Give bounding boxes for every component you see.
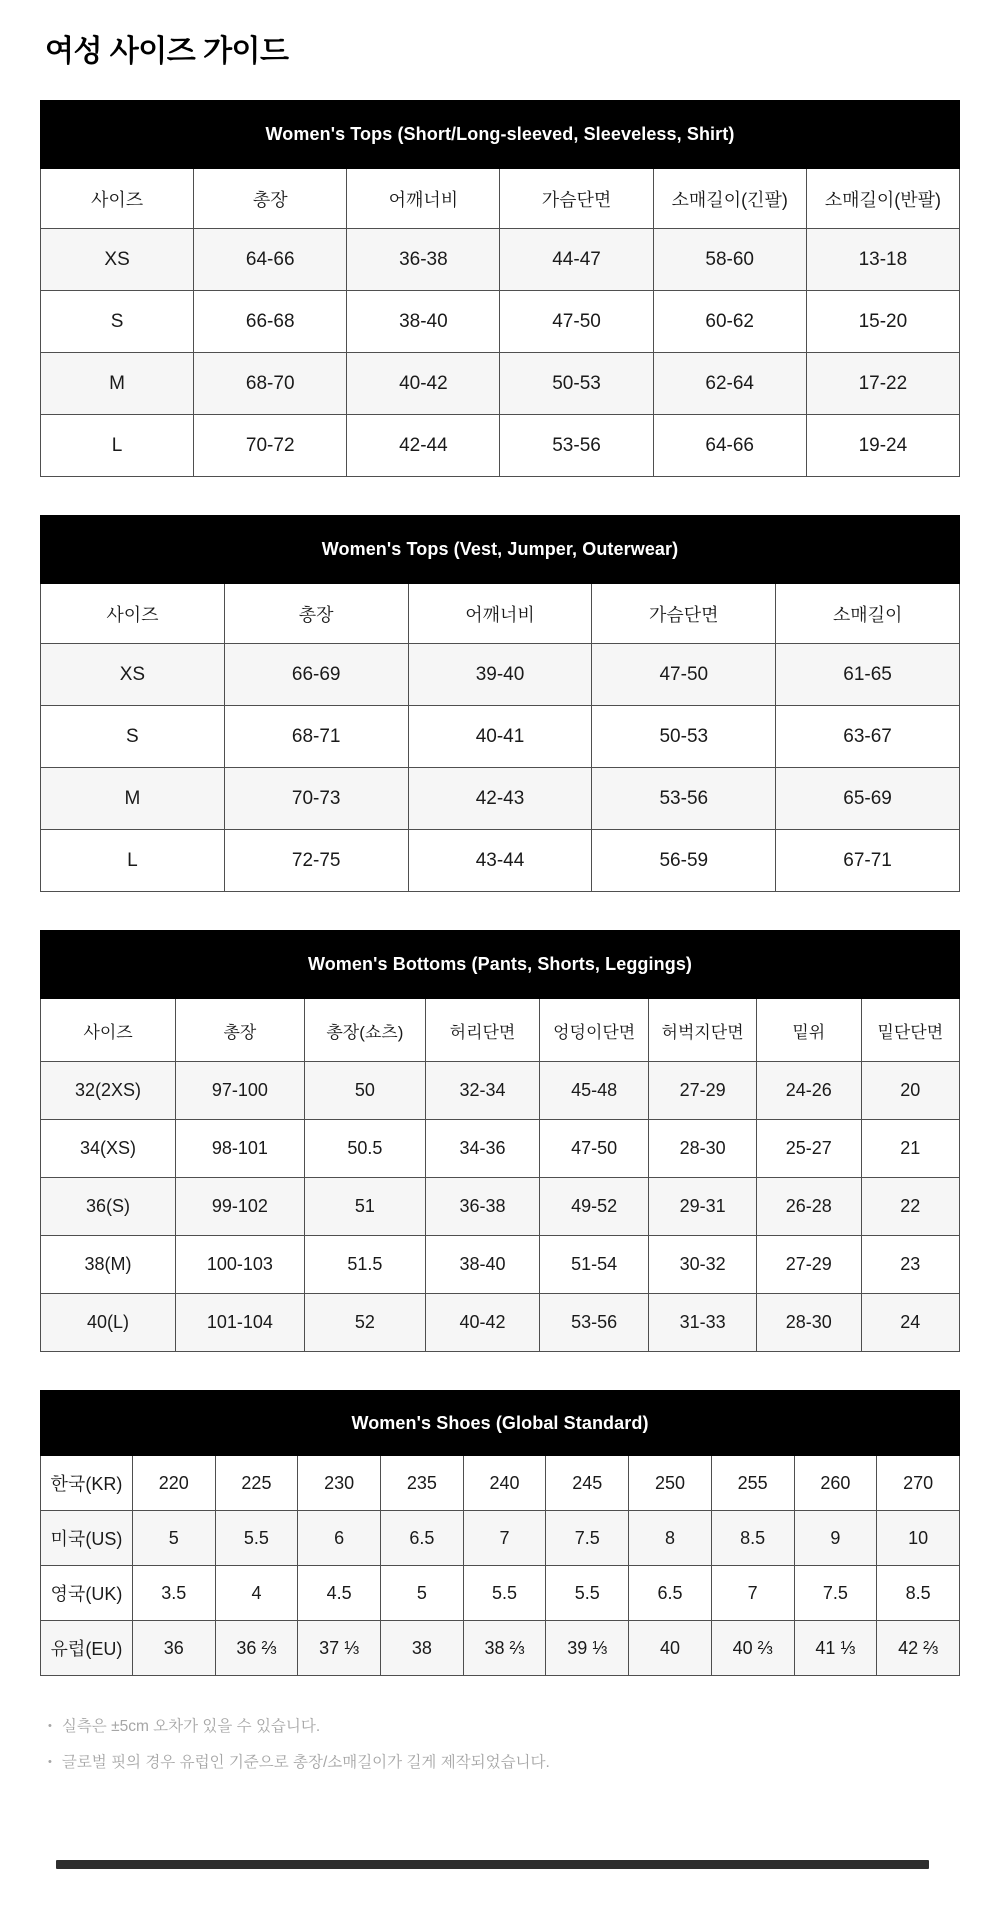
note-bullet: • <box>48 1720 52 1732</box>
table-cell: 8 <box>629 1511 712 1566</box>
footnote-text: 실측은 ±5cm 오차가 있을 수 있습니다. <box>61 1718 321 1735</box>
table-cell: 40-42 <box>347 353 500 415</box>
table-cell: 245 <box>546 1456 629 1511</box>
column-header: 가슴단면 <box>500 169 653 229</box>
row-label: S <box>41 706 225 768</box>
row-label: XS <box>41 644 225 706</box>
row-label: 32(2XS) <box>41 1062 176 1120</box>
table-cell: 101-104 <box>176 1294 305 1352</box>
table-cell: 53-56 <box>592 768 776 830</box>
table-cell: 58-60 <box>653 229 806 291</box>
table-cell: 225 <box>215 1456 298 1511</box>
table-cell: 28-30 <box>649 1120 757 1178</box>
table-cell: 72-75 <box>224 830 408 892</box>
table-cell: 98-101 <box>176 1120 305 1178</box>
table-cell: 51 <box>304 1178 425 1236</box>
size-table-3 <box>40 1390 960 1676</box>
table-caption: Women's Shoes (Global Standard) <box>41 1391 960 1456</box>
column-header: 어깨너비 <box>408 584 592 644</box>
row-label: 미국(US) <box>41 1511 133 1566</box>
row-label: M <box>41 768 225 830</box>
table-cell: 5 <box>132 1511 215 1566</box>
table-cell: 19-24 <box>806 415 959 477</box>
column-header: 허리단면 <box>426 999 540 1062</box>
table-cell: 50-53 <box>592 706 776 768</box>
table-cell: 29-31 <box>649 1178 757 1236</box>
table-cell: 220 <box>132 1456 215 1511</box>
table-cell: 8.5 <box>711 1511 794 1566</box>
table-cell: 27-29 <box>756 1236 861 1294</box>
row-label: L <box>41 830 225 892</box>
table-cell: 66-68 <box>194 291 347 353</box>
table-cell: 24 <box>861 1294 959 1352</box>
table-cell: 36-38 <box>426 1178 540 1236</box>
column-header: 총장 <box>194 169 347 229</box>
table-cell: 5.5 <box>546 1566 629 1621</box>
table-cell: 24-26 <box>756 1062 861 1120</box>
table-cell: 6 <box>298 1511 381 1566</box>
table-cell: 68-70 <box>194 353 347 415</box>
column-header: 엉덩이단면 <box>539 999 648 1062</box>
table-cell: 22 <box>861 1178 959 1236</box>
table-cell: 97-100 <box>176 1062 305 1120</box>
table-cell: 230 <box>298 1456 381 1511</box>
table-cell: 49-52 <box>539 1178 648 1236</box>
row-label: 한국(KR) <box>41 1456 133 1511</box>
table-cell: 43-44 <box>408 830 592 892</box>
row-label: 34(XS) <box>41 1120 176 1178</box>
table-cell: 51-54 <box>539 1236 648 1294</box>
table-cell: 40 ⅔ <box>711 1621 794 1676</box>
table-cell: 21 <box>861 1120 959 1178</box>
table-caption: Women's Tops (Short/Long-sleeved, Sleeveless, Shirt) <box>41 101 960 169</box>
column-header: 어깨너비 <box>347 169 500 229</box>
row-label: 38(M) <box>41 1236 176 1294</box>
row-label: XS <box>41 229 194 291</box>
size-table-0 <box>40 100 960 477</box>
table-cell: 41 ⅓ <box>794 1621 877 1676</box>
footnote <box>48 1750 960 1772</box>
table-cell: 7.5 <box>794 1566 877 1621</box>
table-cell: 36 <box>132 1621 215 1676</box>
table-cell: 53-56 <box>500 415 653 477</box>
table-cell: 30-32 <box>649 1236 757 1294</box>
table-cell: 250 <box>629 1456 712 1511</box>
column-header: 밑위 <box>756 999 861 1062</box>
table-cell: 70-73 <box>224 768 408 830</box>
row-label: L <box>41 415 194 477</box>
table-cell: 8.5 <box>877 1566 960 1621</box>
table-cell: 47-50 <box>592 644 776 706</box>
table-cell: 38-40 <box>347 291 500 353</box>
table-cell: 13-18 <box>806 229 959 291</box>
table-cell: 4 <box>215 1566 298 1621</box>
table-cell: 38-40 <box>426 1236 540 1294</box>
row-label: 36(S) <box>41 1178 176 1236</box>
footnote <box>48 1714 960 1736</box>
row-label: M <box>41 353 194 415</box>
size-tables <box>40 100 960 1676</box>
table-caption: Women's Tops (Vest, Jumper, Outerwear) <box>41 516 960 584</box>
table-cell: 15-20 <box>806 291 959 353</box>
table-cell: 66-69 <box>224 644 408 706</box>
column-header: 허벅지단면 <box>649 999 757 1062</box>
column-header: 소매길이(긴팔) <box>653 169 806 229</box>
size-guide-page <box>0 26 1000 1869</box>
table-cell: 42-44 <box>347 415 500 477</box>
table-cell: 42-43 <box>408 768 592 830</box>
row-label: S <box>41 291 194 353</box>
table-cell: 52 <box>304 1294 425 1352</box>
table-cell: 31-33 <box>649 1294 757 1352</box>
table-cell: 260 <box>794 1456 877 1511</box>
table-cell: 25-27 <box>756 1120 861 1178</box>
table-cell: 7.5 <box>546 1511 629 1566</box>
table-cell: 56-59 <box>592 830 776 892</box>
table-cell: 40-41 <box>408 706 592 768</box>
table-cell: 17-22 <box>806 353 959 415</box>
table-cell: 32-34 <box>426 1062 540 1120</box>
table-cell: 38 ⅔ <box>463 1621 546 1676</box>
table-cell: 7 <box>463 1511 546 1566</box>
table-cell: 67-71 <box>776 830 960 892</box>
column-header: 총장(쇼츠) <box>304 999 425 1062</box>
size-table-1 <box>40 515 960 892</box>
table-cell: 7 <box>711 1566 794 1621</box>
column-header: 총장 <box>176 999 305 1062</box>
column-header: 가슴단면 <box>592 584 776 644</box>
table-cell: 61-65 <box>776 644 960 706</box>
table-cell: 64-66 <box>194 229 347 291</box>
note-bullet: • <box>48 1756 52 1768</box>
table-cell: 10 <box>877 1511 960 1566</box>
table-cell: 38 <box>381 1621 464 1676</box>
table-cell: 50-53 <box>500 353 653 415</box>
table-cell: 20 <box>861 1062 959 1120</box>
bottom-divider <box>56 1860 929 1869</box>
table-cell: 63-67 <box>776 706 960 768</box>
table-cell: 60-62 <box>653 291 806 353</box>
size-table-2 <box>40 930 960 1352</box>
table-cell: 5.5 <box>463 1566 546 1621</box>
column-header: 소매길이(반팔) <box>806 169 959 229</box>
table-cell: 50.5 <box>304 1120 425 1178</box>
table-cell: 34-36 <box>426 1120 540 1178</box>
table-cell: 28-30 <box>756 1294 861 1352</box>
footnote-text: 글로벌 핏의 경우 유럽인 기준으로 총장/소매길이가 길게 제작되었습니다. <box>61 1754 550 1771</box>
footnotes <box>40 1714 960 1772</box>
column-header: 총장 <box>224 584 408 644</box>
column-header: 소매길이 <box>776 584 960 644</box>
table-cell: 3.5 <box>132 1566 215 1621</box>
page-title: 여성 사이즈 가이드 <box>45 35 289 68</box>
table-cell: 40-42 <box>426 1294 540 1352</box>
table-cell: 37 ⅓ <box>298 1621 381 1676</box>
table-cell: 9 <box>794 1511 877 1566</box>
table-cell: 235 <box>381 1456 464 1511</box>
row-label: 40(L) <box>41 1294 176 1352</box>
column-header: 밑단단면 <box>861 999 959 1062</box>
table-cell: 255 <box>711 1456 794 1511</box>
table-cell: 64-66 <box>653 415 806 477</box>
table-cell: 53-56 <box>539 1294 648 1352</box>
column-header: 사이즈 <box>41 169 194 229</box>
table-cell: 4.5 <box>298 1566 381 1621</box>
table-cell: 70-72 <box>194 415 347 477</box>
table-cell: 6.5 <box>381 1511 464 1566</box>
table-cell: 42 ⅔ <box>877 1621 960 1676</box>
table-cell: 6.5 <box>629 1566 712 1621</box>
table-caption: Women's Bottoms (Pants, Shorts, Leggings) <box>41 931 960 999</box>
table-cell: 36 ⅔ <box>215 1621 298 1676</box>
table-cell: 100-103 <box>176 1236 305 1294</box>
table-cell: 47-50 <box>500 291 653 353</box>
table-cell: 27-29 <box>649 1062 757 1120</box>
column-header: 사이즈 <box>41 999 176 1062</box>
table-cell: 39-40 <box>408 644 592 706</box>
table-cell: 45-48 <box>539 1062 648 1120</box>
table-cell: 99-102 <box>176 1178 305 1236</box>
table-cell: 44-47 <box>500 229 653 291</box>
table-cell: 51.5 <box>304 1236 425 1294</box>
table-cell: 23 <box>861 1236 959 1294</box>
table-cell: 36-38 <box>347 229 500 291</box>
row-label: 유럽(EU) <box>41 1621 133 1676</box>
table-cell: 47-50 <box>539 1120 648 1178</box>
table-cell: 40 <box>629 1621 712 1676</box>
table-cell: 62-64 <box>653 353 806 415</box>
table-cell: 68-71 <box>224 706 408 768</box>
table-cell: 5.5 <box>215 1511 298 1566</box>
table-cell: 65-69 <box>776 768 960 830</box>
table-cell: 50 <box>304 1062 425 1120</box>
table-cell: 26-28 <box>756 1178 861 1236</box>
table-cell: 39 ⅓ <box>546 1621 629 1676</box>
table-cell: 240 <box>463 1456 546 1511</box>
table-cell: 270 <box>877 1456 960 1511</box>
table-cell: 5 <box>381 1566 464 1621</box>
row-label: 영국(UK) <box>41 1566 133 1621</box>
column-header: 사이즈 <box>41 584 225 644</box>
